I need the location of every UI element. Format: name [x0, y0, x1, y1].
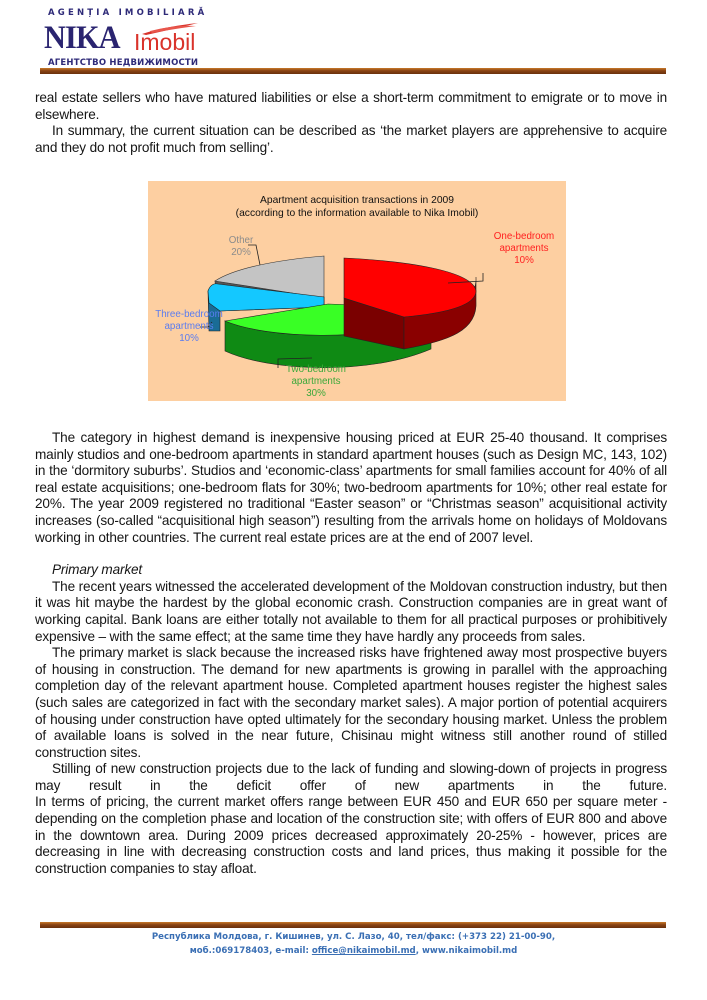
- body-text: [35, 430, 667, 877]
- label-two-bedroom-pct: 30%: [306, 388, 326, 399]
- brand-name-imobil: Imobil: [134, 29, 196, 55]
- label-three-bedroom-name: Three-bedroom: [155, 309, 223, 320]
- letterhead-logo: [40, 6, 640, 86]
- footer-divider: [40, 922, 666, 928]
- label-one-bedroom-name: One-bedroom: [493, 231, 555, 242]
- footer-contact: [0, 930, 707, 958]
- paragraph-primary-3b: In terms of pricing, the current market offers range between EUR 450 and EUR 650 per square meter - depending on the completion phase and location of the construction site; with offers of EUR 800 and above in the downtown area. During 2009 prices decreased approximately 20-25% - however, prices are decreasing in line with decreasing construction costs and land prices, thus making it possible for the construction companies to stay afloat.: [35, 794, 667, 876]
- brand-name-nika: NIKA: [44, 20, 120, 56]
- paragraph: In summary, the current situation can be described as ‘the market players are apprehensive to acquire and they do not profit much from selling’.: [35, 123, 667, 155]
- label-one-bedroom-name2: apartments: [499, 243, 549, 254]
- paragraph-primary-3a: Stilling of new construction projects due to the lack of funding and slowing-down of projects in progress may result in the deficit offer of new apartments in the future.: [35, 761, 667, 793]
- label-one-bedroom: [484, 231, 564, 267]
- label-three-bedroom-name2: apartments: [164, 321, 214, 332]
- label-two-bedroom: [276, 364, 356, 400]
- label-one-bedroom-pct: 10%: [514, 255, 534, 266]
- paragraph-primary-1: The recent years witnessed the accelerated development of the Moldovan construction industry, but then it was hit maybe the hardest by the global economic crash. Construction companies are in great want of working capital. Bank loans are either totally not available to them for all practical purposes or prohibitively expensive – with the same effect; at the same time they have hardly any proceeds from sales.: [35, 578, 667, 644]
- intro-text: [35, 90, 667, 156]
- website-link[interactable]: www.nikaimobil.md: [421, 946, 518, 956]
- agency-tagline-ru: АГЕНТСТВО НЕДВИЖИМОСТИ: [48, 58, 199, 68]
- pie-graphic: [148, 181, 566, 401]
- footer-mobile: моб.:069178403, e-mail:: [189, 946, 312, 956]
- label-other: [216, 235, 266, 259]
- footer-contact-line: [0, 944, 707, 958]
- chart-subtitle: (according to the information available to Nika Imobil): [235, 208, 479, 219]
- paragraph-demand: The category in highest demand is inexpensive housing priced at EUR 25-40 thousand. It comprises mainly studios and one-bedroom apartments in standard apartment houses (such as Design MC, 143, 102) in the ‘dormitory suburbs’. Studios and ‘economic-class’ apartments for small families account for 40% of all real estate acquisitions; one-bedroom flats for 30%; two-bedroom apartments for 10%; other real estate for 20%. The year 2009 registered no traditional “Easter season” or “Christmas season” acquisitional activity increases (so-called “acquisitional high season”) resulting from the arrivals home on holidays of Moldovans working in other countries. The current real estate prices are at the end of 2007 level.: [35, 430, 667, 545]
- spacer: [35, 546, 667, 562]
- email-link[interactable]: office@nikaimobil.md: [311, 946, 416, 956]
- agency-tagline-ro: AGENȚIA IMOBILIARĂ: [48, 8, 208, 18]
- label-two-bedroom-name: Two-bedroom: [286, 364, 346, 375]
- section-heading-primary-market: Primary market: [52, 562, 143, 578]
- chart-title-line1: Apartment acquisition transactions in 2009: [259, 195, 455, 206]
- label-three-bedroom-pct: 10%: [179, 333, 199, 344]
- label-two-bedroom-name2: apartments: [291, 376, 341, 387]
- label-other-pct: 20%: [231, 247, 251, 258]
- label-three-bedroom: [146, 309, 232, 345]
- footer-separator: ,: [415, 946, 422, 956]
- paragraph: real estate sellers who have matured liabilities or else a short-term commitment to emigrate or to move in elsewhere.: [35, 90, 667, 122]
- pie-chart-apartment-acquisitions: [148, 181, 566, 401]
- label-other-name: Other: [228, 235, 254, 246]
- footer-address: Республика Молдова, г. Кишинев, ул. С. Лазо, 40, тел/факс: (+373 22) 21-00-90,: [151, 932, 556, 942]
- paragraph-primary-2: The primary market is slack because the increased risks have frightened away most prospective buyers of housing in construction. The demand for new apartments is growing in parallel with the approaching completion day of the relevant apartment house. Completed apartment houses register the highest sales (such sales are categorized in fact with the secondary market sales). A major portion of potential acquirers of housing under construction have opted ultimately for the secondary housing market. Unless the problem of available loans is solved in the near future, Chisinau might witness still another round of stilled construction sites.: [35, 645, 667, 760]
- header-divider: [40, 68, 666, 74]
